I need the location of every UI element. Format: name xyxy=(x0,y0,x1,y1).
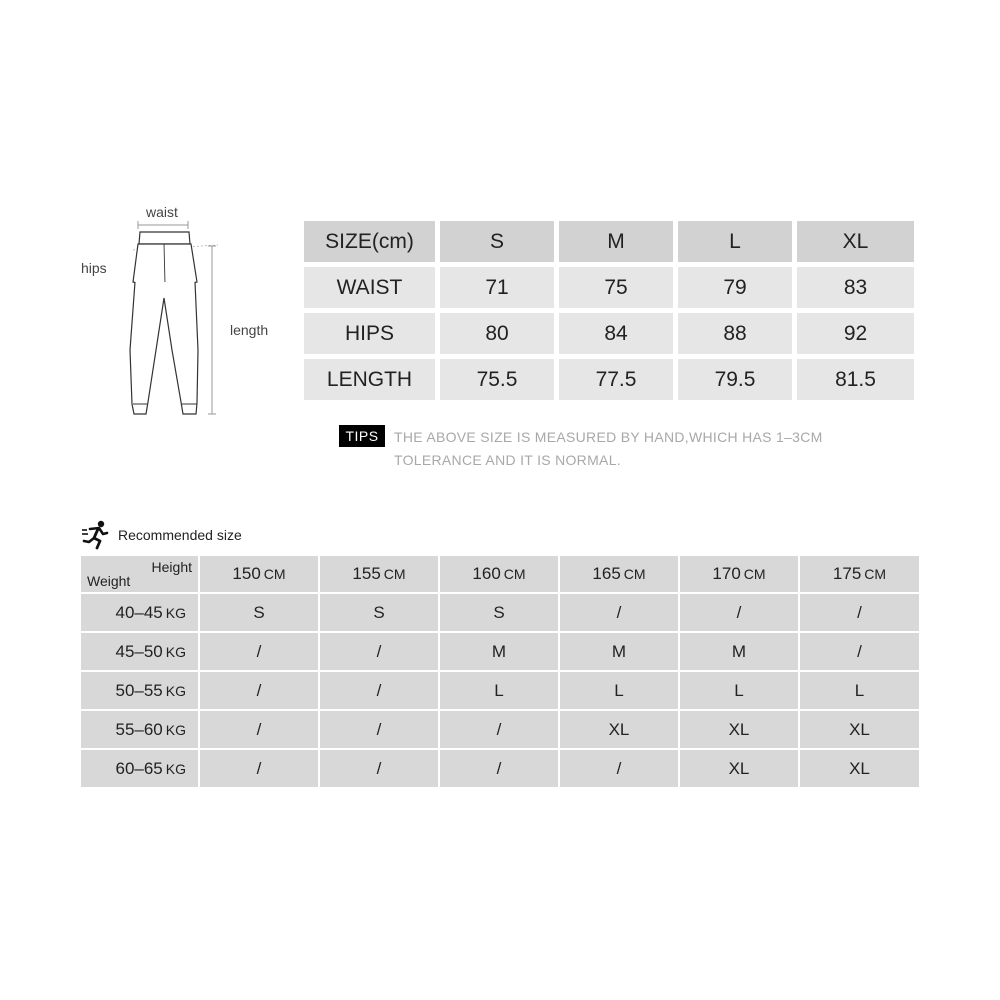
recommended-title: Recommended size xyxy=(118,527,242,543)
size-row-label: WAIST xyxy=(304,267,435,308)
recommended-size-cell: S xyxy=(200,594,318,631)
height-axis-label: Height xyxy=(151,559,192,575)
recommended-size-cell: / xyxy=(800,633,919,670)
length-label: length xyxy=(230,322,269,338)
recommended-size-cell: / xyxy=(200,633,318,670)
size-cell: 84 xyxy=(559,313,673,354)
recommended-size-cell: XL xyxy=(680,750,798,787)
size-cell: 75 xyxy=(559,267,673,308)
recommended-size-cell: M xyxy=(560,633,678,670)
recommended-size-cell: / xyxy=(320,633,438,670)
size-header-cell: M xyxy=(559,221,673,262)
size-row-label: HIPS xyxy=(304,313,435,354)
recommended-size-cell: XL xyxy=(800,711,919,748)
recommended-size-cell: / xyxy=(200,672,318,709)
tips-text xyxy=(394,426,914,472)
recommended-size-cell: L xyxy=(800,672,919,709)
height-header-cell: 155 CM xyxy=(320,556,438,592)
recommended-size-cell: / xyxy=(200,750,318,787)
waist-label: waist xyxy=(146,204,178,220)
recommended-table xyxy=(81,556,919,787)
size-cell: 79.5 xyxy=(678,359,792,400)
size-header-cell: XL xyxy=(797,221,914,262)
size-cell: 83 xyxy=(797,267,914,308)
size-header-cell: SIZE(cm) xyxy=(304,221,435,262)
tips-line: TOLERANCE AND IT IS NORMAL. xyxy=(394,452,621,468)
recommended-size-cell: XL xyxy=(680,711,798,748)
size-cell: 81.5 xyxy=(797,359,914,400)
weight-axis-label: Weight xyxy=(87,573,131,589)
size-cell: 77.5 xyxy=(559,359,673,400)
tips-badge: TIPS xyxy=(339,425,385,447)
recommended-size-cell: / xyxy=(320,711,438,748)
recommended-size-cell: / xyxy=(440,750,558,787)
height-header-cell: 165 CM xyxy=(560,556,678,592)
recommended-size-cell: L xyxy=(560,672,678,709)
size-row-label: LENGTH xyxy=(304,359,435,400)
height-header-cell: 175 CM xyxy=(800,556,919,592)
recommended-size-cell: M xyxy=(440,633,558,670)
size-cell: 80 xyxy=(440,313,554,354)
weight-row-label: 55–60 KG xyxy=(81,711,198,748)
size-header-cell: L xyxy=(678,221,792,262)
recommended-size-cell: / xyxy=(320,750,438,787)
garment-diagram xyxy=(78,200,298,425)
tips-line: THE ABOVE SIZE IS MEASURED BY HAND,WHICH HAS 1–3CM xyxy=(394,429,823,445)
recommended-size-cell: M xyxy=(680,633,798,670)
size-cell: 79 xyxy=(678,267,792,308)
hips-label: hips xyxy=(81,260,107,276)
runner-icon xyxy=(82,520,110,550)
recommended-size-cell: / xyxy=(800,594,919,631)
weight-row-label: 50–55 KG xyxy=(81,672,198,709)
recommended-size-cell: S xyxy=(320,594,438,631)
height-header-cell: 160 CM xyxy=(440,556,558,592)
weight-row-label: 60–65 KG xyxy=(81,750,198,787)
height-header-cell: 170 CM xyxy=(680,556,798,592)
recommended-size-cell: / xyxy=(200,711,318,748)
recommended-size-cell: XL xyxy=(560,711,678,748)
recommended-size-cell: / xyxy=(560,750,678,787)
weight-row-label: 40–45 KG xyxy=(81,594,198,631)
recommended-size-cell: / xyxy=(440,711,558,748)
recommended-size-cell: / xyxy=(560,594,678,631)
size-cell: 75.5 xyxy=(440,359,554,400)
size-header-cell: S xyxy=(440,221,554,262)
size-cell: 92 xyxy=(797,313,914,354)
size-table xyxy=(304,221,914,400)
recommended-size-cell: S xyxy=(440,594,558,631)
leggings-illustration xyxy=(78,200,298,425)
recommended-size-cell: L xyxy=(440,672,558,709)
table-corner-cell xyxy=(81,556,198,592)
recommended-size-cell: L xyxy=(680,672,798,709)
height-header-cell: 150 CM xyxy=(200,556,318,592)
size-cell: 71 xyxy=(440,267,554,308)
size-cell: 88 xyxy=(678,313,792,354)
weight-row-label: 45–50 KG xyxy=(81,633,198,670)
recommended-size-cell: / xyxy=(320,672,438,709)
recommended-size-cell: XL xyxy=(800,750,919,787)
recommended-size-cell: / xyxy=(680,594,798,631)
